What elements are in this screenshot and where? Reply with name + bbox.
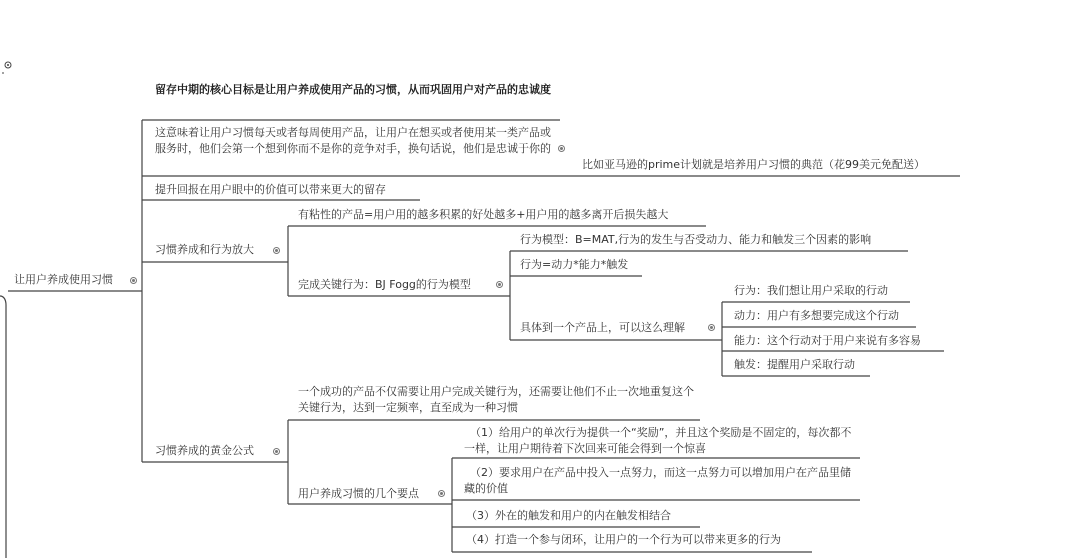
node-concrete[interactable]: 具体到一个产品上，可以这么理解 — [520, 321, 685, 334]
node-points[interactable]: 用户养成习惯的几个要点 — [298, 487, 419, 500]
node-point-4[interactable]: （4）打造一个参与闭环，让用户的一个行为可以带来更多的行为 — [466, 533, 781, 546]
collapse-toggle-icon[interactable] — [130, 277, 137, 284]
node-meaning[interactable]: 这意味着让用户习惯每天或者每周使用产品，让用户在想买或者使用某一类产品或服务时，他们会第一个想到你而不是你的竞争对手，换句话说，他们是忠诚于你的 — [155, 126, 551, 155]
collapse-toggle-icon[interactable] — [273, 247, 280, 254]
collapse-toggle-icon[interactable] — [273, 448, 280, 455]
collapse-toggle-icon[interactable] — [558, 145, 565, 152]
node-goal[interactable]: 留存中期的核心目标是让用户养成使用产品的习惯，从而巩固用户对产品的忠诚度 — [155, 83, 551, 96]
node-habit-amplify[interactable]: 习惯养成和行为放大 — [155, 243, 254, 256]
root-node[interactable]: 让用户养成使用习惯 — [14, 273, 113, 286]
collapse-toggle-icon[interactable] — [496, 281, 503, 288]
node-motivation[interactable]: 动力：用户有多想要完成这个行动 — [734, 309, 899, 322]
node-trigger[interactable]: 触发：提醒用户采取行动 — [734, 358, 855, 371]
node-point-2[interactable]: （2）要求用户在产品中投入一点努力，而这一点努力可以增加用户在产品里储藏的价值 — [464, 466, 851, 495]
node-golden-desc[interactable]: 一个成功的产品不仅需要让用户完成关键行为，还需要让他们不止一次地重复这个关键行为，达到一定频率，直至成为一种习惯 — [298, 385, 694, 414]
node-value[interactable]: 提升回报在用户眼中的价值可以带来更大的留存 — [155, 183, 386, 196]
node-point-3[interactable]: （3）外在的触发和用户的内在触发相结合 — [466, 509, 671, 522]
node-golden[interactable]: 习惯养成的黄金公式 — [155, 444, 254, 457]
collapse-toggle-icon[interactable] — [708, 324, 715, 331]
node-ability[interactable]: 能力：这个行动对于用户来说有多容易 — [734, 334, 921, 347]
node-formula[interactable]: 行为=动力*能力*触发 — [520, 258, 629, 271]
node-fogg[interactable]: 完成关键行为：BJ Fogg的行为模型 — [298, 278, 471, 291]
node-sticky[interactable]: 有粘性的产品=用户用的越多积累的好处越多+用户用的越多离开后损失越大 — [298, 208, 669, 221]
node-mat[interactable]: 行为模型：B=MAT,行为的发生与否受动力、能力和触发三个因素的影响 — [520, 233, 872, 246]
node-point-1[interactable]: （1）给用户的单次行为提供一个“奖励”，并且这个奖励是不固定的，每次都不一样，让用户期待着下次回来可能会得到一个惊喜 — [464, 426, 852, 455]
node-amazon[interactable]: 比如亚马逊的prime计划就是培养用户习惯的典范（花99美元免配送） — [582, 158, 926, 171]
node-behavior[interactable]: 行为：我们想让用户采取的行动 — [734, 284, 888, 297]
collapse-toggle-icon[interactable] — [438, 490, 445, 497]
